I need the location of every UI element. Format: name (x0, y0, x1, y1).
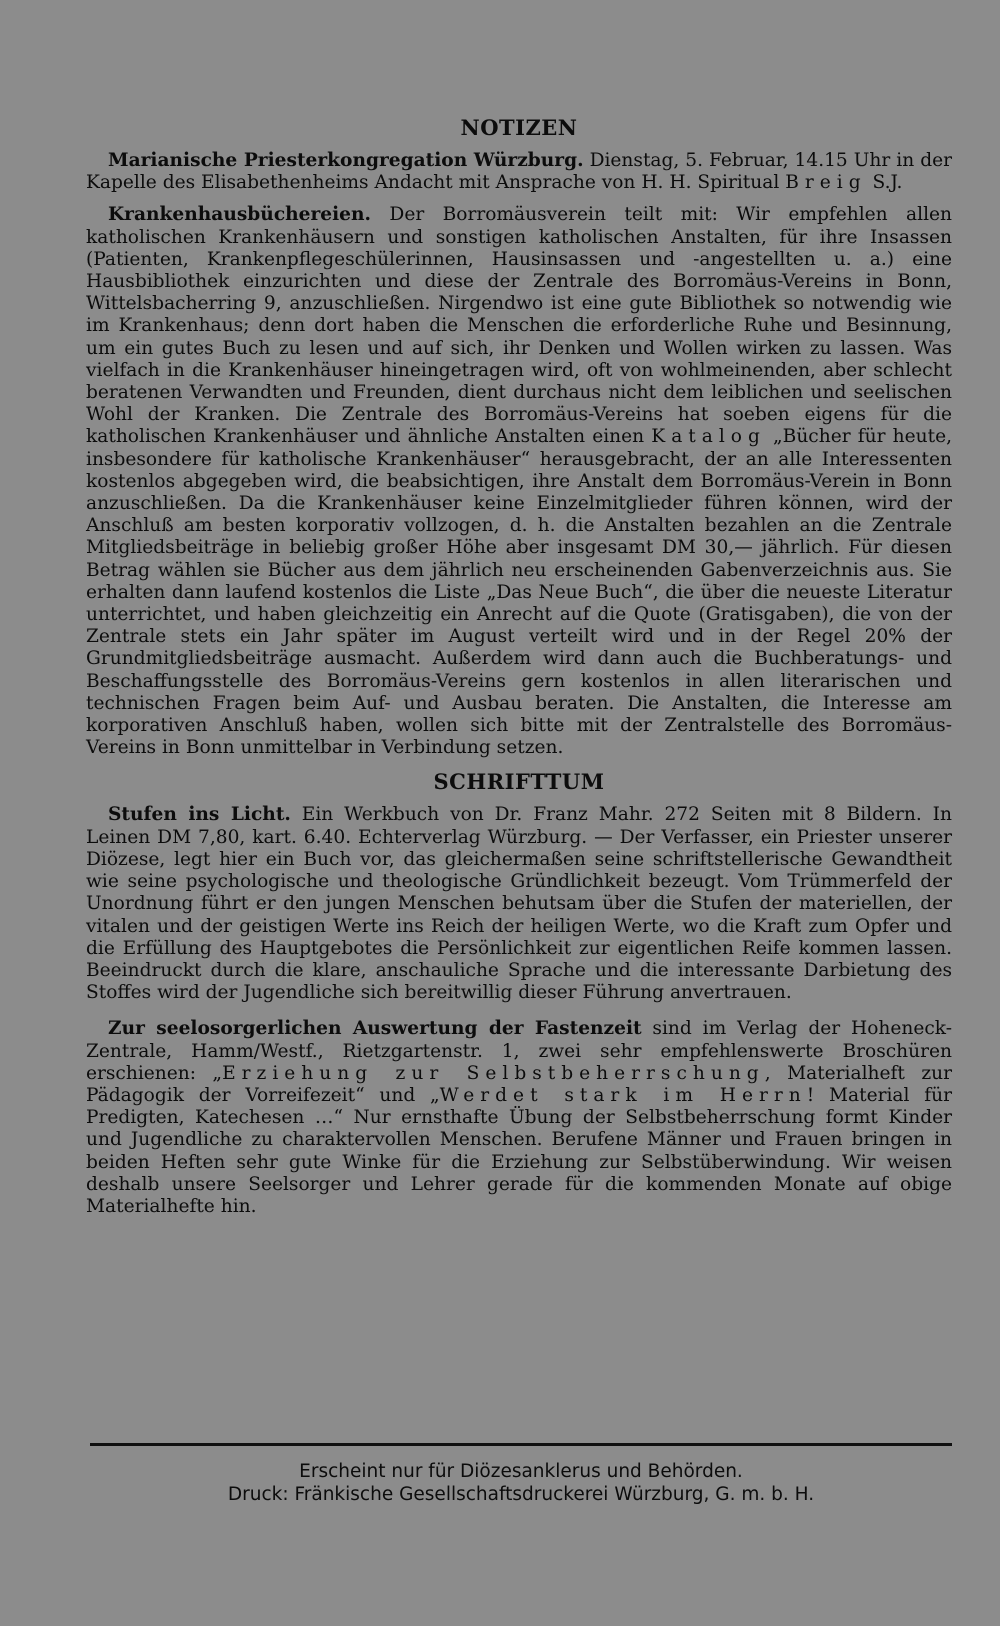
spaced-name: Breig (785, 172, 867, 194)
review-text: sind im Verlag der Hoheneck-Zentrale, Hamm/Westf., Rietzgartenstr. 1, zwei sehr empfehlenswerte Broschüren erschienen: „ (86, 1018, 952, 1084)
notice-lead: Krankenhausbüchereien. (108, 204, 372, 226)
notice-hospital-libraries (86, 204, 952, 759)
review-fastenzeit (86, 1018, 952, 1218)
footer (90, 1460, 952, 1506)
section-heading-schrifttum: SCHRIFTTUM (433, 769, 605, 795)
notice-text: Dienstag, 5. Februar, 14.15 Uhr in der Kapelle des Elisabethenheims Andacht mit Ansprache von H. H. Spiritual (86, 150, 952, 194)
spaced-title: Erziehung zur Selbstbeherrschung (222, 1062, 765, 1084)
notice-marian-congregation (86, 150, 952, 194)
notice-text: Der Borromäusverein teilt mit: Wir empfehlen allen katholischen Krankenhäusern und sonstigen katholischen Anstalten, für ihre Insassen (Patienten, Krankenpflegeschülerinnen, Hausinsassen und -angestellten u. a.) eine Hausbibliothek einzurichten und diese der Zentrale des Borromäus-Vereins in Bonn, Wittelsbacherring 9, anzuschließen. Nirgendwo ist eine gute Bibliothek so notwendig wie im Krankenhaus; denn dort haben die Menschen die erforderliche Ruhe und Besinnung, um ein gutes Buch zu lesen und auf sich, ihr Denken und Wollen wirken zu lassen. Was vielfach in die Krankenhäuser hineingetragen wird, oft von wohlmeinenden, aber schlecht beratenen Verwandten und Freunden, dient durchaus nicht dem leiblichen und seelischen Wohl der Kranken. Die Zentrale des Borromäus-Vereins hat soeben eigens für die katholischen Krankenhäuser und ähnliche Anstalten einen (86, 204, 952, 448)
review-stufen-ins-licht (86, 804, 952, 1004)
footer-printer-note: Druck: Fränkische Gesellschaftsdruckerei Würzburg, G. m. b. H. (227, 1484, 815, 1505)
review-mid: , Materialheft zur Pädagogik der Vorreifezeit“ und „ (86, 1062, 952, 1106)
notice-tail: S.J. (866, 172, 903, 194)
article-body (86, 115, 952, 1218)
spaced-title: Werdet stark im Herrn (439, 1084, 807, 1106)
footer-distribution-note: Erscheint nur für Diözesanklerus und Behörden. (299, 1461, 743, 1482)
review-tail: ! Material für Predigten, Katechesen …“ Nur ernsthafte Übung der Selbstbeherrschung formt Kinder und Jugendliche zu charaktervollen Menschen. Berufene Männer und Frauen bringen in beiden Heften sehr gute Winke für die Erziehung zur Selbstüberwindung. Wir weisen deshalb unsere Seelsorger und Lehrer gerade für die kommenden Monate auf obige Materialhefte hin. (86, 1084, 952, 1217)
footer-divider (90, 1443, 952, 1446)
spaced-word: Katalog (651, 426, 766, 448)
review-text: Ein Werkbuch von Dr. Franz Mahr. 272 Seiten mit 8 Bildern. In Leinen DM 7,80, kart. 6.40. Echterverlag Würzburg. — Der Verfasser, ein Priester unserer Diözese, legt hier ein Buch vor, das gleichermaßen seine schriftstellerische Gewandtheit wie seine psychologische und theologische Gründlichkeit bezeugt. Vom Trümmerfeld der Unordnung führt er den jungen Menschen behutsam über die Stufen der materiellen, der vitalen und der geistigen Werte ins Reich der heiligen Werte, wo die Kraft zum Opfer und die Erfüllung des Hauptgebotes die Persönlichkeit zur eigentlichen Reife kommen lassen. Beeindruckt durch die klare, anschauliche Sprache und die interessante Darbietung des Stoffes wird der Jugendliche sich bereitwillig dieser Führung anvertrauen. (86, 804, 952, 1004)
review-lead: Zur seelosorgerlichen Auswertung der Fastenzeit (108, 1018, 642, 1040)
notice-lead: Marianische Priesterkongregation Würzburg. (108, 150, 584, 171)
review-lead: Stufen ins Licht. (108, 804, 291, 826)
section-heading-notizen: NOTIZEN (460, 115, 578, 140)
notice-tail: „Bücher für heute, insbesondere für katholische Krankenhäuser“ herausgebracht, der an alle Interessenten kostenlos abgegeben wird, die beabsichtigen, ihre Anstalt dem Borromäus-Verein in Bonn anzuschließen. Da die Krankenhäuser keine Einzelmitglieder führen können, wird der Anschluß am besten korporativ vollzogen, d. h. die Anstalten bezahlen an die Zentrale Mitgliedsbeiträge in beliebig großer Höhe aber insgesamt DM 30,— jährlich. Für diesen Betrag wählen sie Bücher aus dem jährlich neu erscheinenden Gabenverzeichnis aus. Sie erhalten dann laufend kostenlos die Liste „Das Neue Buch“, die über die neueste Literatur unterrichtet, und haben gleichzeitig ein Anrecht auf die Quote (Gratisgaben), die von der Zentrale stets ein Jahr später im August verteilt wird und in der Regel 20% der Grundmitgliedsbeiträge ausmacht. Außerdem wird dann auch die Buchberatungs- und Beschaffungsstelle des Borromäus-Vereins gern kostenlos in allen literarischen und technischen Fragen beim Auf- und Ausbau beraten. Die Anstalten, die Interesse am korporativen Anschluß haben, wollen sich bitte mit der Zentralstelle des Borromäus-Vereins in Bonn unmittelbar in Verbindung setzen. (86, 426, 952, 759)
